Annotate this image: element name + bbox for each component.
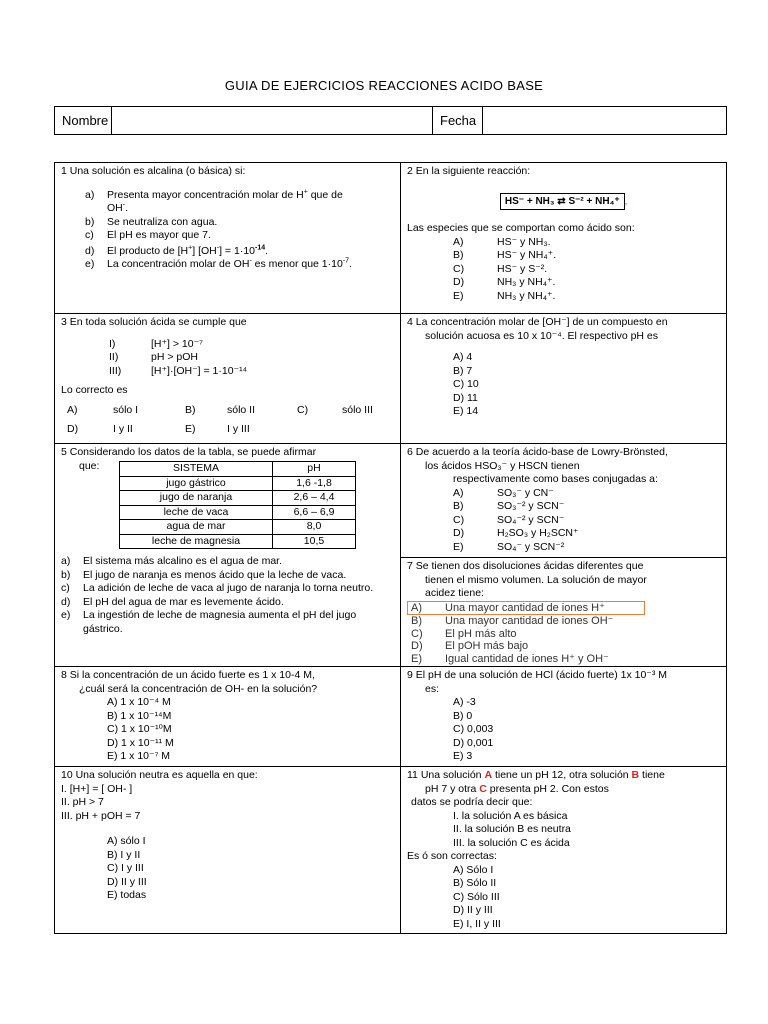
text-q4-opts-0: A) 4 xyxy=(453,351,473,363)
text-q6-keys-2: C) xyxy=(453,513,465,526)
text-q5-headers-0: SISTEMA xyxy=(120,462,273,477)
text-q4-stem1: 4 La concentración molar de [OH⁻] de un compuesto en xyxy=(407,316,668,328)
text-q11-s6: datos se podría decir que: xyxy=(411,796,533,808)
text-q11-s2: tiene un pH 12, otra solución xyxy=(492,769,632,781)
text-q6-keys-1: B) xyxy=(453,500,464,512)
text-q4-opts-1: B) 7 xyxy=(453,364,473,377)
text-q10-ii: II. pH > 7 xyxy=(61,796,104,808)
text-q9-stem1: 9 El pH de una solución de HCl (ácido fuerte) 1x 10⁻³ M xyxy=(407,669,668,681)
table-row xyxy=(120,491,356,506)
text-q2-opts-1: HS⁻ y NH₄⁺. xyxy=(497,249,557,261)
text-q6-opts-2: SO₄⁻² y SCN⁻ xyxy=(497,513,565,526)
text-q1-b: Se neutraliza con agua. xyxy=(107,215,218,228)
text-q11-A: A xyxy=(484,769,493,781)
page-title: GUIA DE EJERCICIOS REACCIONES ACIDO BASE xyxy=(224,78,544,93)
text-q10-opts-3: D) II y III xyxy=(107,875,147,888)
text-q1-a3: OH xyxy=(107,202,123,214)
text-q2-opts-0: HS⁻ y NH₃. xyxy=(497,235,551,248)
text-q11-opts-3: D) II y III xyxy=(453,904,493,916)
text-q11-opts-2: C) Sólo III xyxy=(453,890,500,903)
text-q3-iii: [H⁺]·[OH⁻] = 1·10⁻¹⁴ xyxy=(151,364,248,377)
text-q5-stem2: que: xyxy=(79,459,100,472)
text-q5-opts-2-1: La adición de leche de vaca al jugo de naranja lo torna neutro. xyxy=(83,582,374,594)
question-4 xyxy=(400,313,727,444)
text-q7-stem3: acidez tiene: xyxy=(425,587,484,599)
text-q7-keys-3: D) xyxy=(411,640,423,652)
text-q6-keys-4: E) xyxy=(453,540,464,553)
fecha-label: Fecha xyxy=(440,113,477,128)
text-q1-c: El pH es mayor que 7. xyxy=(107,229,211,241)
text-q2-stem: 2 En la siguiente reacción: xyxy=(407,165,531,177)
text-q3-stem: 3 En toda solución ácida se cumple que xyxy=(61,316,247,328)
ph-table xyxy=(119,461,356,549)
text-q5-opts-4-0: e) xyxy=(61,609,71,621)
text-q4-stem2: solución acuosa es 10 x 10⁻⁴. El respectivo pH es xyxy=(425,329,659,342)
text-q11-s5: presenta pH 2. Con estos xyxy=(486,782,609,795)
text-q11-iii: III. la solución C es ácida xyxy=(453,836,570,849)
text-q5-rows-1-0: jugo de naranja xyxy=(120,491,273,506)
text-q6-opts-0: SO₃⁻ y CN⁻ xyxy=(497,486,554,499)
text-q7-opts-2: El pH más alto xyxy=(445,627,517,640)
text-q1-e2: es menor que 1·10 xyxy=(251,258,343,270)
text-q3-opts-9: I y III xyxy=(227,423,250,435)
text-q5-rows-0-0: jugo gástrico xyxy=(120,476,273,491)
text-q1-e1: La concentración molar de OH xyxy=(107,258,250,270)
table-row xyxy=(120,476,356,491)
text-q7-keys-4: E) xyxy=(411,652,422,665)
text-q11-C: C xyxy=(479,782,487,795)
text-q9-stem2: es: xyxy=(425,682,440,695)
text-q5-rows-0-1: 1,6 -1,8 xyxy=(273,476,356,491)
text-q5-opts-1-1: El jugo de naranja es menos ácido que la leche de vaca. xyxy=(83,568,347,581)
question-8 xyxy=(54,666,401,767)
text-q5-stem1: 5 Considerando los datos de la tabla, se puede afirmar xyxy=(61,446,317,458)
question-7 xyxy=(400,557,727,667)
text-q8-opts-2: C) 1 x 10⁻¹⁰M xyxy=(107,723,172,735)
text-q3-roman-0: I) xyxy=(109,337,116,350)
text-q9-opts-3: D) 0,001 xyxy=(453,736,494,749)
text-q5-opts-4-1: La ingestión de leche de magnesia aumenta el pH del jugo gástrico. xyxy=(83,609,357,635)
text-q5-rows-3-0: agua de mar xyxy=(120,520,273,535)
table-row xyxy=(120,520,356,535)
text-q2-keys-0: A) xyxy=(453,235,464,248)
text-q11-ii: II. la solución B es neutra xyxy=(453,823,571,835)
text-q1-e3: -7 xyxy=(342,257,350,265)
table-row xyxy=(120,505,356,520)
text-q5-rows-4-1: 10,5 xyxy=(273,534,356,549)
text-q2-keys-3: D) xyxy=(453,276,465,288)
text-q6-keys-0: A) xyxy=(453,486,464,499)
text-q1-a: Presenta mayor concentración molar de H xyxy=(107,188,304,201)
text-q6-opts-3: H₂SO₃ y H₂SCN⁺ xyxy=(497,527,579,539)
text-q9-opts-2: C) 0,003 xyxy=(453,723,494,735)
text-q5-opts-3-1: El pH del agua de mar es levemente ácido. xyxy=(83,595,284,608)
text-q1-a2: que de xyxy=(307,188,343,201)
question-10 xyxy=(54,766,401,934)
text-q8-opts-0: A) 1 x 10⁻⁴ M xyxy=(107,696,171,708)
text-q10-stem: 10 Una solución neutra es aquella en que: xyxy=(61,769,258,781)
question-6 xyxy=(400,443,727,558)
text-q7-opts-0: Una mayor cantidad de iones H⁺ xyxy=(445,601,605,614)
text-q2-text: Las especies que se comportan como ácido son: xyxy=(407,222,635,234)
text-q2-keys-2: C) xyxy=(453,262,465,275)
text-q10-opts-4: E) todas xyxy=(107,889,147,901)
text-q3-lo: Lo correcto es xyxy=(61,384,128,396)
text-q5-rows-1-1: 2,6 – 4,4 xyxy=(273,491,356,506)
text-q10-opts-2: C) I y III xyxy=(107,862,144,874)
question-3 xyxy=(54,313,401,444)
text-q3-opts-8: E) xyxy=(185,423,196,435)
text-q2-keys-1: B) xyxy=(453,249,464,261)
text-q3-opts-5: sólo III xyxy=(342,403,373,416)
text-q4-opts-3: D) 11 xyxy=(453,391,478,404)
text-q10-i: I. [H+] = [ OH- ] xyxy=(61,782,133,795)
text-q5-rows-4-0: leche de magnesia xyxy=(120,534,273,549)
text-q10-opts-0: A) sólo I xyxy=(107,835,146,847)
text-q3-ii: pH > pOH xyxy=(151,351,198,363)
text-q11-opts-0: A) Sólo I xyxy=(453,863,494,876)
text-q10-iii: III. pH + pOH = 7 xyxy=(61,809,141,822)
text-q1-d4: -14 xyxy=(255,244,266,251)
text-q3-opts-7: I y II xyxy=(113,423,133,435)
text-q7-stem2: tienen el mismo volumen. La solución de mayor xyxy=(425,573,647,586)
text-q2-opts-2: HS⁻ y S⁻². xyxy=(497,262,548,275)
question-1: 1 Una solución es alcalina (o básica) si: a) Presenta mayor concentración molar de H+ que de OH-. b) Se neutraliza con agua. c) El pH es mayor que 7. d) El producto de [H+] $[OH^-] = 1\cdot 10^{-14}$. e) La concentración molar de OH- es menor que $1\cdot 10^{-7}$. xyxy=(54,162,401,314)
text-q6-stem3: respectivamente como bases conjugadas a: xyxy=(453,473,658,485)
text-q11-i: I. la solución A es básica xyxy=(453,809,568,822)
text-q3-roman-2: III) xyxy=(109,364,122,377)
text-q8-opts-3: D) 1 x 10⁻¹¹ M xyxy=(107,736,174,749)
text-q3-opts-0: A) xyxy=(67,403,78,416)
text-q8-opts-4: E) 1 x 10⁻⁷ M xyxy=(107,750,171,762)
text-q11-opts-1: B) Sólo II xyxy=(453,877,497,889)
text-q1-stem: 1 Una solución es alcalina (o básica) si: xyxy=(61,165,246,177)
text-q3-opts-4: C) xyxy=(297,403,309,416)
text-q10-opts-1: B) I y II xyxy=(107,848,141,861)
question-9 xyxy=(400,666,727,767)
text-q5-rows-2-0: leche de vaca xyxy=(120,505,273,520)
text-q9-opts-4: E) 3 xyxy=(453,750,473,762)
text-q7-keys-2: C) xyxy=(411,627,423,640)
text-q6-keys-3: D) xyxy=(453,527,465,539)
text-q5-rows-3-1: 8,0 xyxy=(273,520,356,535)
text-q6-stem2: los ácidos HSO₃⁻ y HSCN tienen xyxy=(425,459,580,472)
text-q1-d2: ] [OH xyxy=(192,244,217,257)
text-q3-opts-3: sólo II xyxy=(227,403,256,416)
text-q11-s4: pH 7 y otra xyxy=(425,782,480,795)
text-q2-opts-4: NH₃ y NH₄⁺. xyxy=(497,289,556,302)
text-q7-opts-3: El pOH más bajo xyxy=(445,640,529,652)
question-11 xyxy=(400,766,727,934)
question-5 xyxy=(54,443,401,667)
text-q1-d1: El producto de [H xyxy=(107,244,189,257)
reaction-equation: HS⁻ + NH₃ ⇄ S⁻² + NH₄⁺ xyxy=(500,193,625,211)
text-q11-s1: 11 Una solución xyxy=(407,769,485,781)
text-q7-keys-1: B) xyxy=(411,615,422,627)
table-row xyxy=(120,534,356,549)
text-q5-opts-2-0: c) xyxy=(61,582,70,594)
text-q7-opts-1: Una mayor cantidad de iones OH⁻ xyxy=(445,615,614,627)
text-q3-opts-6: D) xyxy=(67,423,79,435)
text-q5-headers-1: pH xyxy=(273,462,356,477)
text-q1-d3: ] = 1·10 xyxy=(219,244,255,257)
text-q11-es: Es ó son correctas: xyxy=(407,850,497,862)
text-q9-opts-0: A) -3 xyxy=(453,696,476,708)
text-q5-opts-3-0: d) xyxy=(61,595,71,608)
question-2: 2 En la siguiente reacción: HS⁻ + NH₃ ⇄ S⁻² + NH₄⁺ , Las especies que se comportan como ácido son: A) HS⁻ y NH₃. B) HS⁻ y NH₄⁺. C) HS⁻ y S⁻². D) NH₃ y NH₄⁺. E) NH₃ y NH₄⁺. xyxy=(400,162,727,314)
text-q7-stem1: 7 Se tienen dos disoluciones ácidas diferentes que xyxy=(407,560,644,572)
text-q11-B: B xyxy=(631,769,640,781)
text-q3-i: [H⁺] > 10⁻⁷ xyxy=(151,337,203,350)
text-q2-keys-4: E) xyxy=(453,289,464,302)
name-date-box xyxy=(54,106,727,135)
text-q5-opts-0-1: El sistema más alcalino es el agua de mar. xyxy=(83,555,283,567)
text-q9-opts-1: B) 0 xyxy=(453,709,473,722)
text-q5-rows-2-1: 6,6 – 6,9 xyxy=(273,505,356,520)
text-q8-stem2: ¿cuál será la concentración de OH- en la solución? xyxy=(79,682,318,695)
nombre-label: Nombre xyxy=(62,113,109,128)
text-q3-opts-2: B) xyxy=(185,403,196,416)
text-q6-opts-4: SO₄⁻ y SCN⁻² xyxy=(497,540,565,553)
text-q11-opts-4: E) I, II y III xyxy=(453,917,501,930)
text-q8-stem1: 8 Si la concentración de un ácido fuerte es 1 x 10-4 M, xyxy=(61,669,315,681)
text-q2-opts-3: NH₃ y NH₄⁺. xyxy=(497,276,556,288)
text-q7-keys-0: A) xyxy=(411,601,422,614)
text-q7-opts-4: Igual cantidad de iones H⁺ y OH⁻ xyxy=(445,652,609,665)
text-q6-stem1: 6 De acuerdo a la teoría ácido-base de Lowry-Brönsted, xyxy=(407,446,668,458)
text-q5-opts-1-0: b) xyxy=(61,568,71,581)
text-q3-roman-1: II) xyxy=(109,351,119,363)
text-q4-opts-2: C) 10 xyxy=(453,378,479,390)
text-q11-s3: tiene xyxy=(639,769,665,781)
text-q6-opts-1: SO₃⁻² y SCN⁻ xyxy=(497,500,565,512)
text-q4-opts-4: E) 14 xyxy=(453,405,479,417)
text-q3-opts-1: sólo I xyxy=(113,403,139,416)
text-q8-opts-1: B) 1 x 10⁻¹⁴M xyxy=(107,709,172,722)
text-q5-opts-0-0: a) xyxy=(61,555,71,567)
